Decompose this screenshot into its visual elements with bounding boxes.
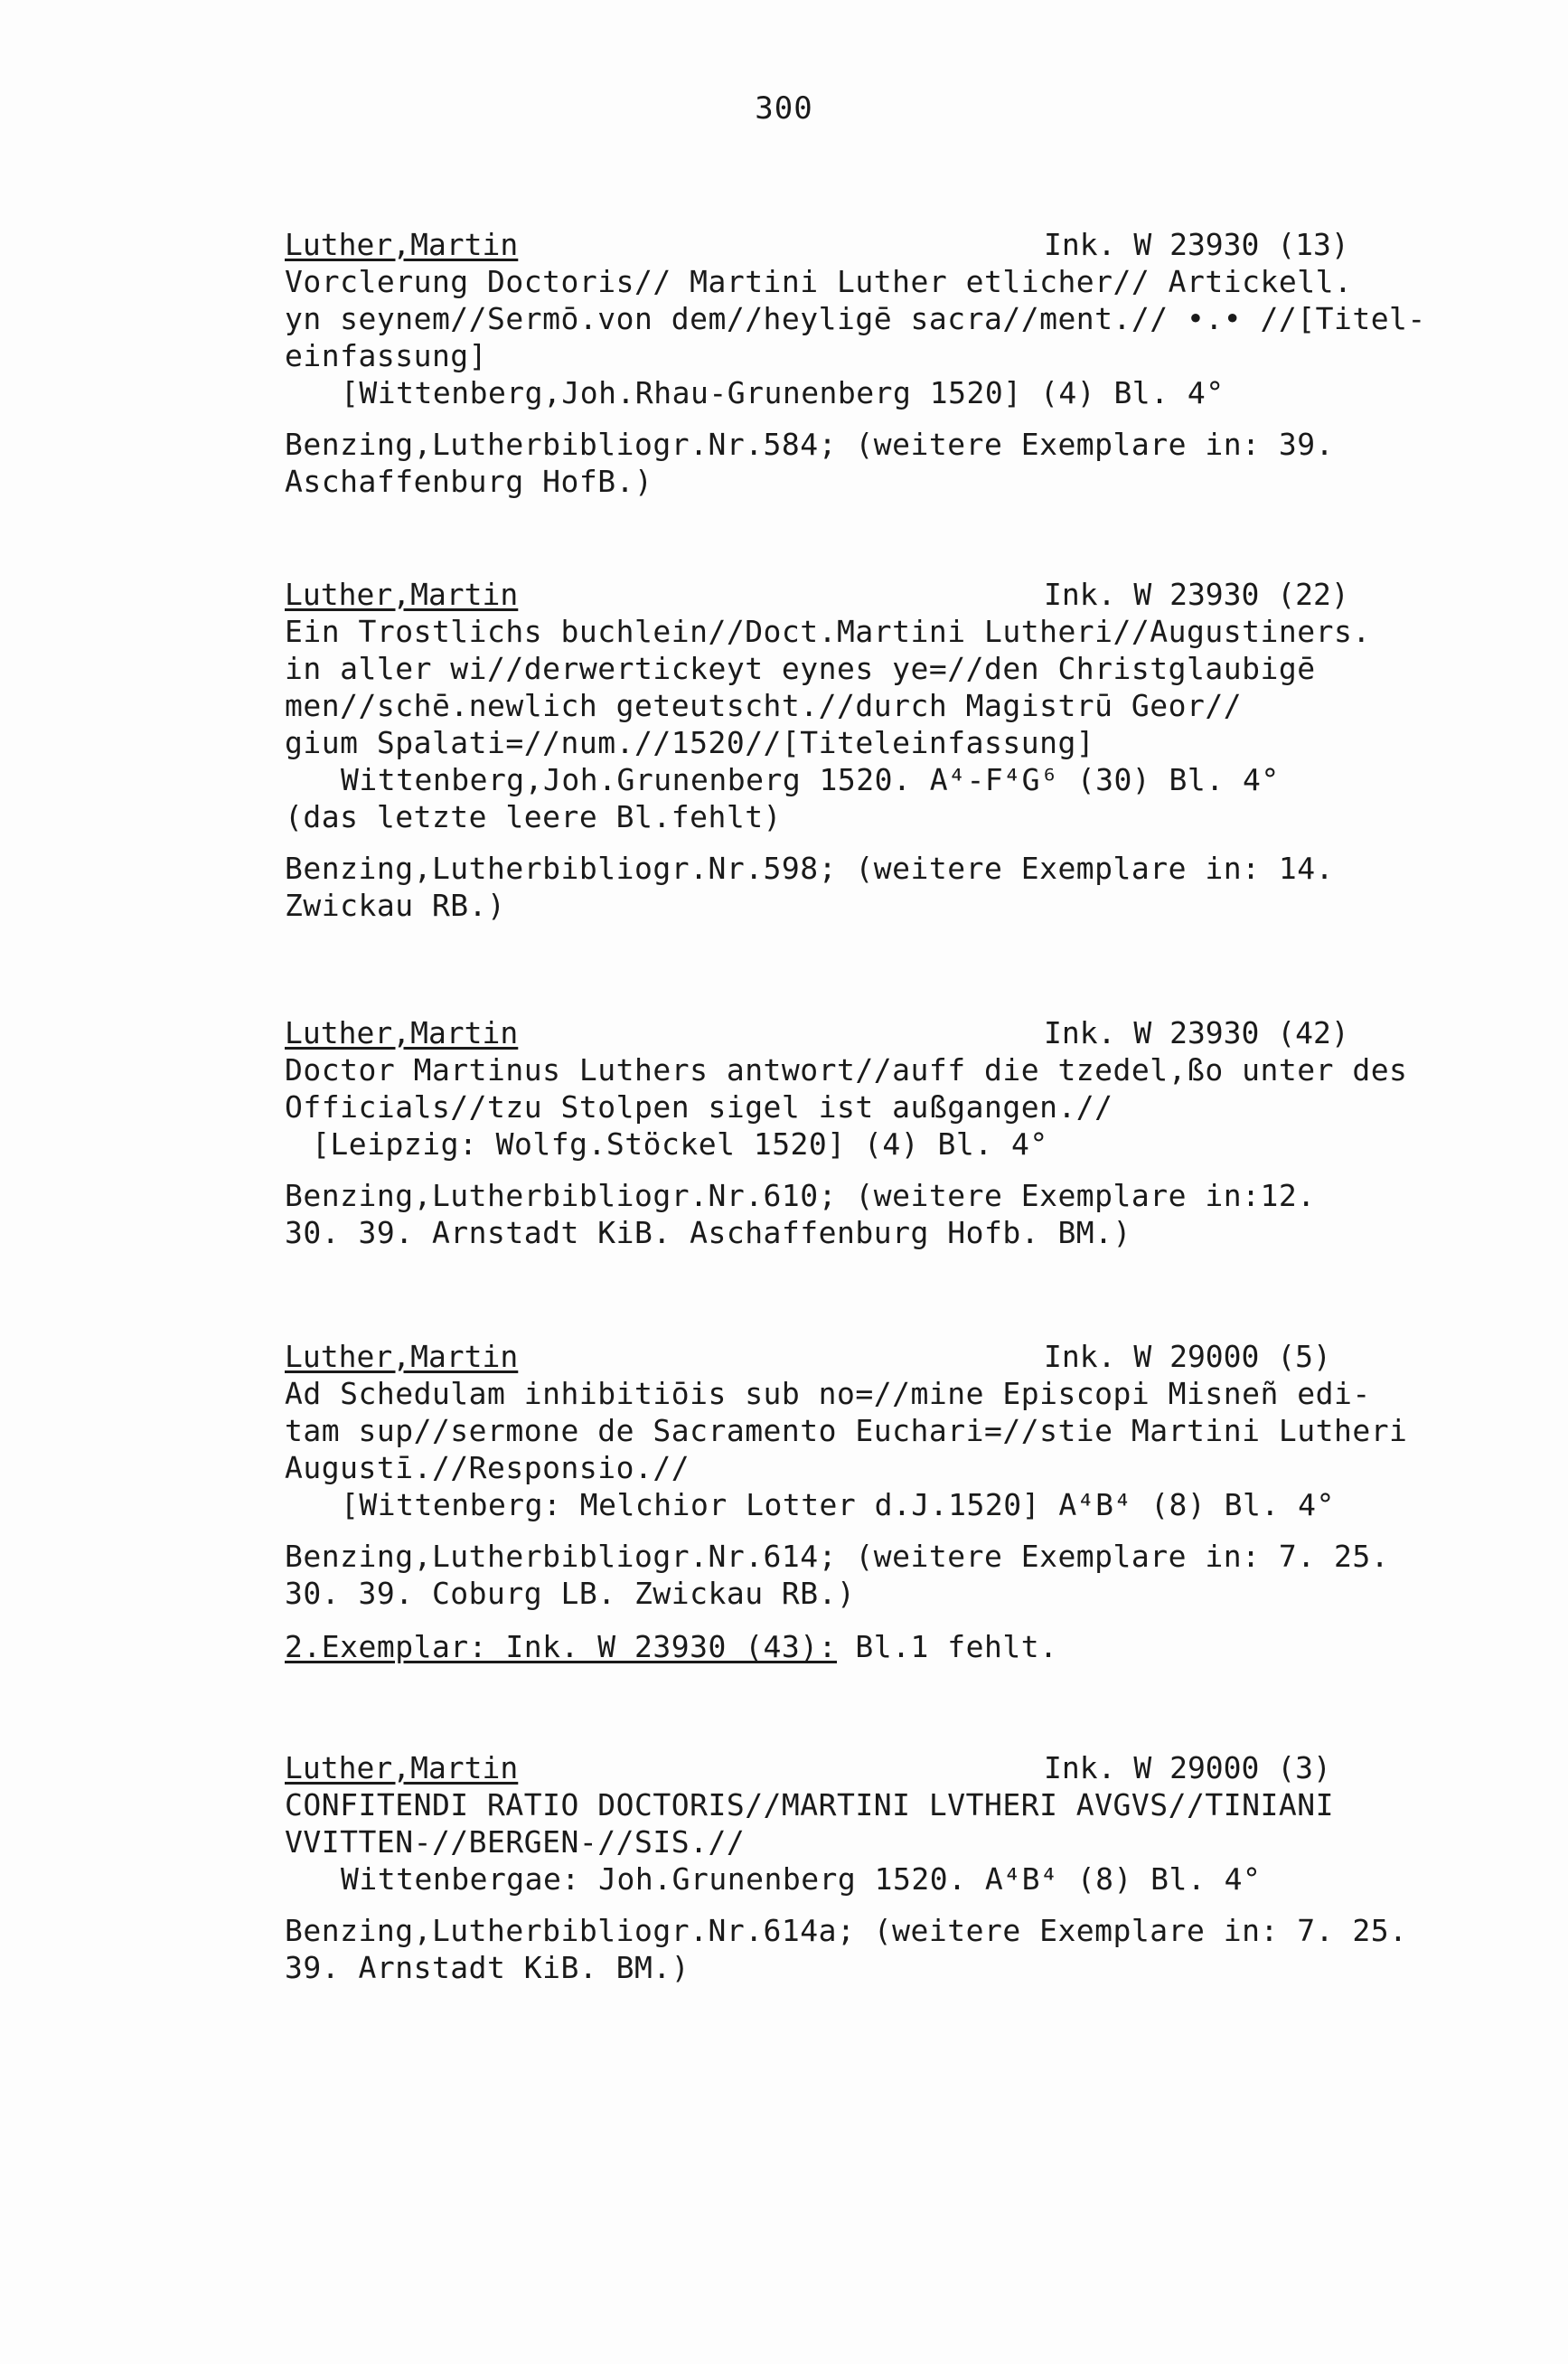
entry-heading: [285, 1014, 1487, 1051]
title-line: Ad Schedulam inhibitiōis sub no=//mine Episcopi Misneñ edi-: [285, 1376, 1371, 1411]
reference-line: Benzing,Lutherbibliogr.Nr.614; (weitere Exemplare in: 7. 25.: [285, 1539, 1390, 1574]
catalog-entry: [285, 226, 1487, 500]
title-line: CONFITENDI RATIO DOCTORIS//MARTINI LVTHERI AVGVS//TINIANI: [285, 1787, 1334, 1822]
catalog-entry: [285, 1338, 1487, 1665]
reference-line: 30. 39. Arnstadt KiB. Aschaffenburg Hofb. BM.): [285, 1215, 1131, 1250]
entry-author: Luther,Martin: [285, 227, 519, 262]
entry-heading: [285, 1338, 1487, 1375]
title-line: VVITTEN-//BERGEN-//SIS.//: [285, 1824, 746, 1860]
entry-heading: [285, 576, 1487, 613]
page-number: 300: [755, 90, 813, 127]
copy-note-text: Bl.1 fehlt.: [837, 1629, 1058, 1664]
entry-imprint: Wittenbergae: Joh.Grunenberg 1520. A⁴B⁴ (8) Bl. 4°: [341, 1861, 1262, 1897]
entry-shelfmark: Ink. W 23930 (13): [1044, 227, 1349, 262]
entry-imprint: [Leipzig: Wolfg.Stöckel 1520] (4) Bl. 4°: [312, 1126, 1048, 1162]
reference-line: Benzing,Lutherbibliogr.Nr.598; (weitere Exemplare in: 14.: [285, 851, 1334, 886]
entry-author: Luther,Martin: [285, 1339, 519, 1374]
title-line: in aller wi//derwertickeyt eynes ye=//den Christglaubigē: [285, 651, 1316, 686]
entry-heading: [285, 226, 1487, 263]
catalog-entry: [285, 1014, 1487, 1251]
reference-line: Aschaffenburg HofB.): [285, 464, 653, 499]
title-line: men//schē.newlich geteutscht.//durch Magistrū Geor//: [285, 688, 1243, 723]
entry-shelfmark: Ink. W 29000 (5): [1044, 1339, 1331, 1374]
title-line: gium Spalati=//num.//1520//[Titeleinfassung]: [285, 725, 1095, 760]
title-line: tam sup//sermone de Sacramento Euchari=//stie Martini Lutheri: [285, 1413, 1408, 1448]
entry-heading: [285, 1749, 1487, 1786]
reference-line: 30. 39. Coburg LB. Zwickau RB.): [285, 1576, 856, 1611]
reference-line: 39. Arnstadt KiB. BM.): [285, 1950, 690, 1985]
entry-shelfmark: Ink. W 23930 (42): [1044, 1015, 1349, 1050]
reference-line: Zwickau RB.): [285, 888, 506, 923]
reference-line: Benzing,Lutherbibliogr.Nr.584; (weitere Exemplare in: 39.: [285, 427, 1334, 462]
title-line: yn seynem//Sermō.von dem//heyligē sacra//ment.// •.• //[Titel-: [285, 301, 1426, 336]
title-line: Vorclerung Doctoris// Martini Luther etlicher// Artickell.: [285, 264, 1353, 299]
title-line: Augustī.//Responsio.//: [285, 1450, 690, 1485]
reference-line: Benzing,Lutherbibliogr.Nr.614a; (weitere Exemplare in: 7. 25.: [285, 1913, 1408, 1948]
catalog-entry: [285, 1749, 1487, 1986]
title-line: Ein Trostlichs buchlein//Doct.Martini Lutheri//Augustiners.: [285, 614, 1371, 649]
reference-line: Benzing,Lutherbibliogr.Nr.610; (weitere Exemplare in:12.: [285, 1178, 1316, 1213]
title-line: einfassung]: [285, 338, 488, 373]
entry-imprint: [Wittenberg,Joh.Rhau-Grunenberg 1520] (4) Bl. 4°: [341, 375, 1225, 410]
entry-author: Luther,Martin: [285, 1750, 519, 1785]
copy-note-shelfmark: 2.Exemplar: Ink. W 23930 (43):: [285, 1629, 838, 1664]
entry-imprint: [Wittenberg: Melchior Lotter d.J.1520] A⁴B⁴ (8) Bl. 4°: [341, 1487, 1335, 1522]
entry-collation-note: (das letzte leere Bl.fehlt): [285, 799, 782, 834]
entry-imprint: Wittenberg,Joh.Grunenberg 1520. A⁴-F⁴G⁶ (30) Bl. 4°: [341, 762, 1280, 797]
title-line: Officials//tzu Stolpen sigel ist außgangen.//: [285, 1089, 1113, 1125]
entry-shelfmark: Ink. W 23930 (22): [1044, 577, 1349, 612]
entry-author: Luther,Martin: [285, 1015, 519, 1050]
entry-author: Luther,Martin: [285, 577, 519, 612]
copy-note: [285, 1628, 1487, 1665]
entry-shelfmark: Ink. W 29000 (3): [1044, 1750, 1331, 1785]
title-line: Doctor Martinus Luthers antwort//auff die tzedel,ßo unter des: [285, 1052, 1408, 1088]
catalog-entry: [285, 576, 1487, 924]
